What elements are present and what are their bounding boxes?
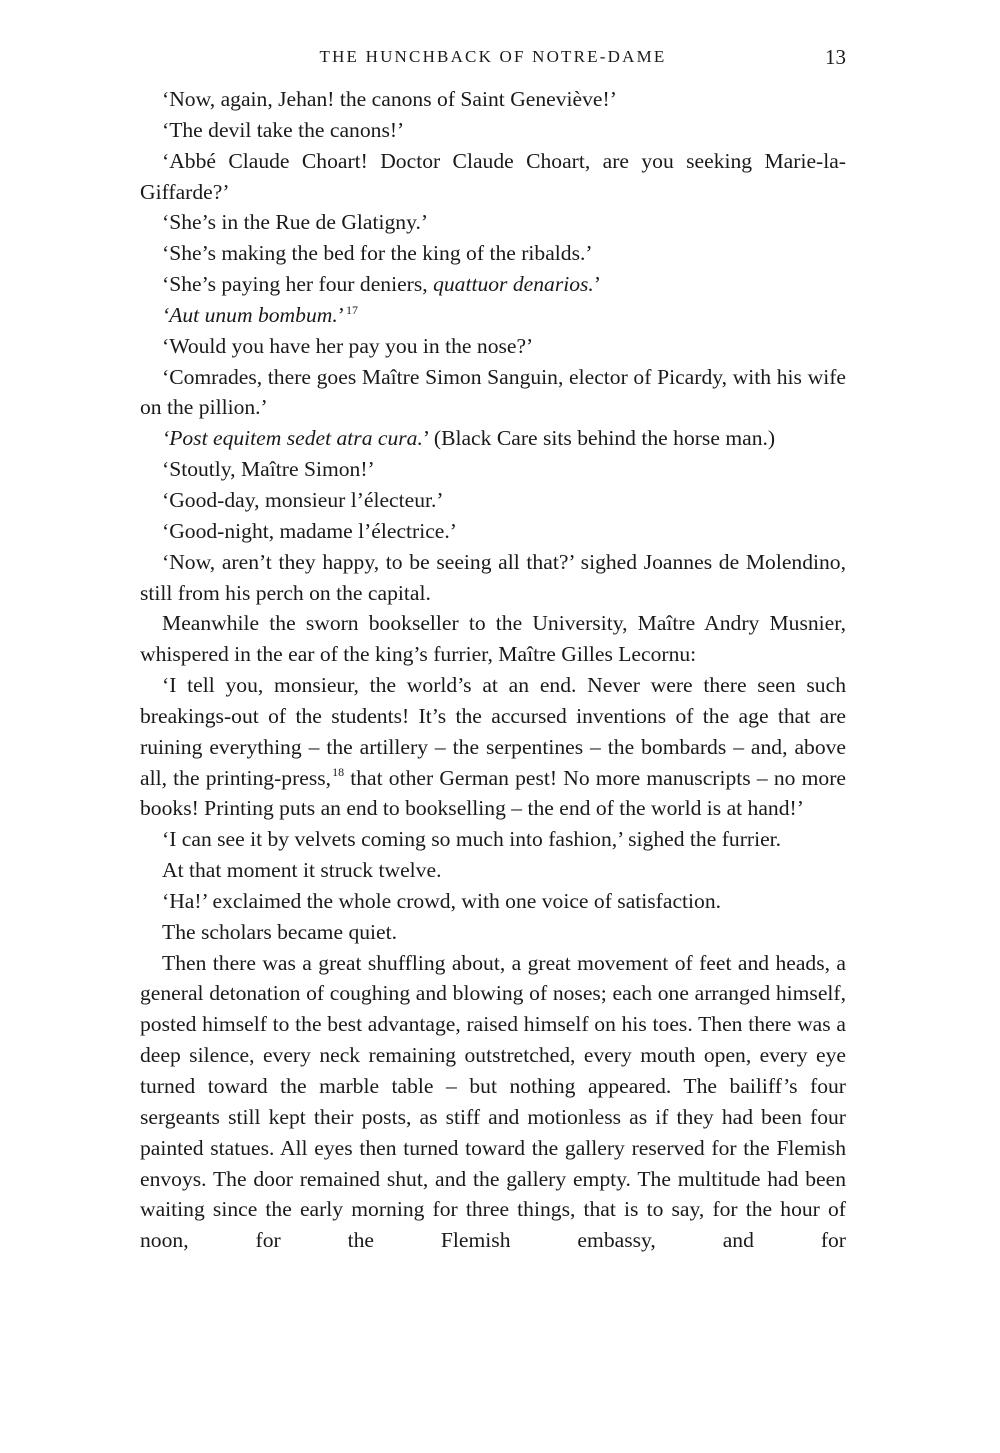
paragraph-text: ‘Stoutly, Maître Simon!’: [162, 457, 375, 482]
paragraph-text: ’: [337, 302, 345, 327]
paragraph: [140, 300, 846, 331]
paragraph: [140, 824, 846, 855]
paragraph-text: The scholars became quiet.: [162, 919, 398, 944]
paragraph: [140, 207, 846, 238]
paragraph-text: ‘Comrades, there goes Maître Simon Sanguin, elector of Picardy, with his wife on the pillion.’: [140, 364, 846, 420]
page-number: 13: [825, 45, 846, 69]
paragraph-text: ’ (Black Care sits behind the horse man.): [422, 426, 776, 451]
paragraph-text: ‘She’s paying her four deniers,: [162, 272, 434, 297]
paragraph-text: ‘She’s making the bed for the king of the ribalds.’: [162, 241, 593, 266]
footnote-marker: 17: [345, 302, 358, 317]
paragraph-text: ‘The devil take the canons!’: [162, 117, 405, 142]
italic-phrase: quattuor denarios.: [433, 272, 594, 297]
paragraph-text: ’: [593, 272, 602, 297]
paragraph-text: Then there was a great shuffling about, a great movement of feet and heads, a general detonation of coughing and blowing of noses; each one arranged himself, posted himself to the best advantage, raised himself on his toes. Then there was a deep silence, every neck remaining outstretched, every mouth open, every eye turned toward the marble table – but nothing appeared. The bailiff’s four sergeants still kept their posts, as stiff and motionless as if they had been four painted statues. All eyes then turned toward the gallery reserved for the Flemish envoys. The door remained shut, and the gallery empty. The multitude had been waiting since the early morning for three things, that is to say, for the hour of noon, for the Flemish embassy, and for: [140, 950, 846, 1253]
paragraph: [140, 269, 846, 300]
paragraph: [140, 516, 846, 547]
paragraph: [140, 670, 846, 824]
paragraph: [140, 238, 846, 269]
paragraph: [140, 886, 846, 917]
paragraph-text: At that moment it struck twelve.: [162, 858, 442, 883]
body-text: [140, 84, 846, 1256]
paragraph-text: ‘I can see it by velvets coming so much into fashion,’ sighed the furrier.: [162, 827, 782, 852]
paragraph: [140, 547, 846, 609]
italic-phrase: ‘Post equitem sedet atra cura.: [162, 426, 423, 451]
paragraph: [140, 917, 846, 948]
running-head-title: THE HUNCHBACK OF NOTRE-DAME: [319, 47, 667, 66]
paragraph-text: that other German pest! No more manuscripts – no more books! Printing puts an end to bookselling – the end of the world is at hand!’: [140, 765, 846, 821]
footnote-marker: 18: [332, 765, 345, 780]
paragraph-text: Meanwhile the sworn bookseller to the University, Maître Andry Musnier, whispered in the ear of the king’s furrier, Maître Gilles Lecornu:: [140, 611, 846, 667]
paragraph-text: ‘I tell you, monsieur, the world’s at an end. Never were there seen such breakings-out of the students! It’s the accursed inventions of the age that are ruining everything – the artillery – the serpentines – the bombards – and, above all, the printing-press,: [140, 673, 846, 790]
paragraph: [140, 454, 846, 485]
paragraph: [140, 948, 846, 1256]
page-header: [140, 44, 846, 74]
paragraph-text: ‘Good-night, madame l’électrice.’: [162, 518, 457, 543]
paragraph: [140, 362, 846, 424]
paragraph: [140, 855, 846, 886]
paragraph-text: ‘Good-day, monsieur l’électeur.’: [162, 487, 444, 512]
paragraph-text: ‘Now, aren’t they happy, to be seeing all that?’ sighed Joannes de Molendino, still from his perch on the capital.: [140, 549, 846, 605]
italic-phrase: ‘Aut unum bombum.: [162, 302, 338, 327]
paragraph-text: ‘Abbé Claude Choart! Doctor Claude Choart, are you seeking Marie-la-Giffarde?’: [140, 148, 846, 204]
paragraph-text: ‘Now, again, Jehan! the canons of Saint Geneviève!’: [162, 87, 617, 111]
paragraph: [140, 115, 846, 146]
paragraph-text: ‘Would you have her pay you in the nose?’: [162, 333, 534, 358]
paragraph: [140, 423, 846, 454]
paragraph-text: ‘Ha!’ exclaimed the whole crowd, with one voice of satisfaction.: [162, 888, 722, 913]
paragraph: [140, 84, 846, 115]
paragraph: [140, 485, 846, 516]
paragraph: [140, 608, 846, 670]
paragraph: [140, 331, 846, 362]
paragraph-text: ‘She’s in the Rue de Glatigny.’: [162, 210, 429, 235]
paragraph: [140, 146, 846, 208]
